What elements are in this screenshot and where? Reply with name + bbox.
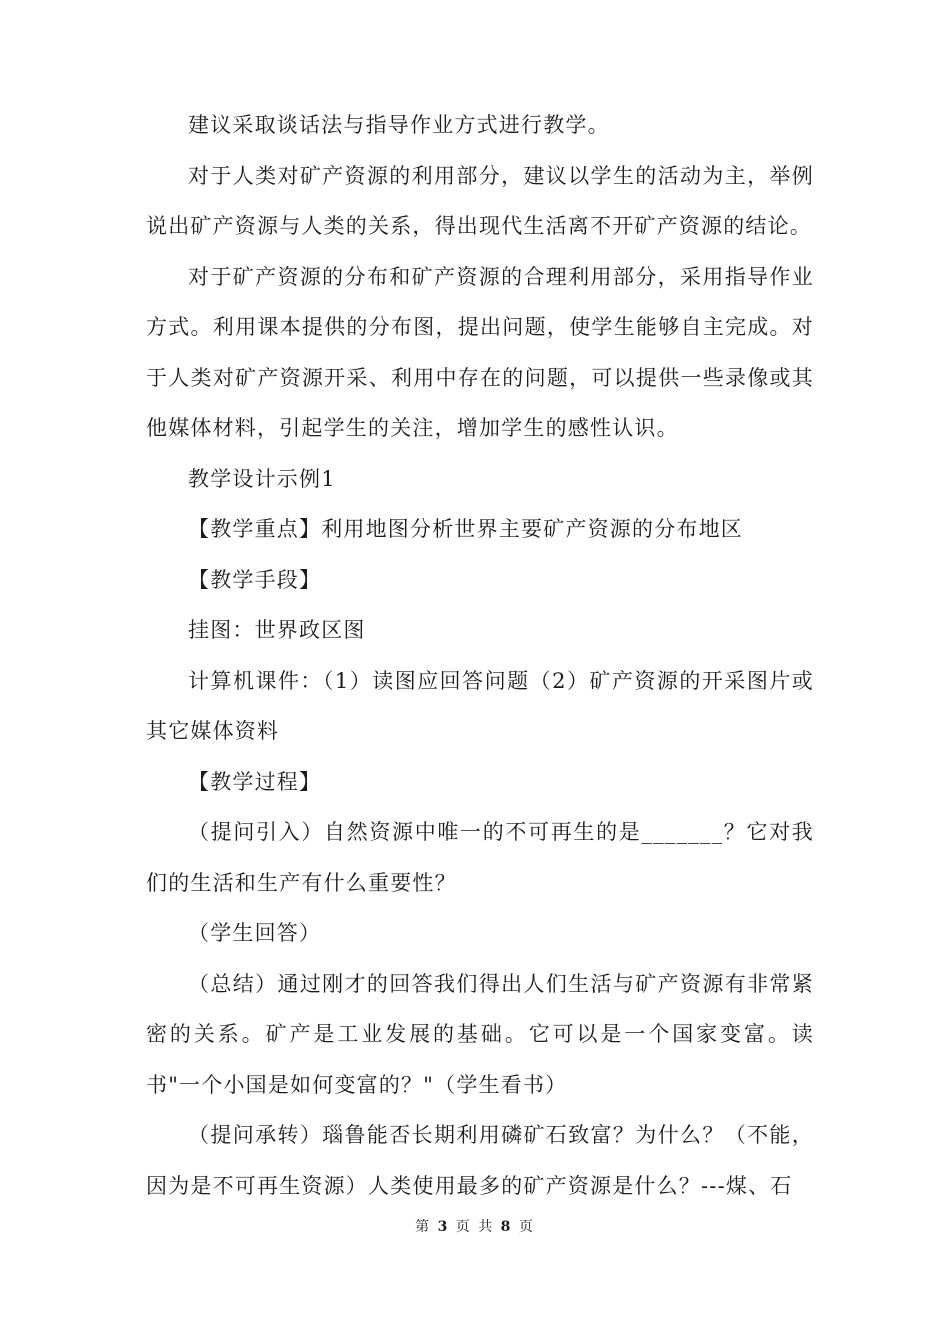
footer-total-pages: 8 <box>500 1219 513 1235</box>
footer-prefix: 第 <box>415 1219 432 1235</box>
document-body <box>146 100 814 1211</box>
paragraph-resource-use: 对于人类对矿产资源的利用部分，建议以学生的活动为主，举例说出矿产资源与人类的关系，得出现代生活离不开矿产资源的结论。 <box>146 163 814 238</box>
paragraph-resource-distribution: 对于矿产资源的分布和矿产资源的合理利用部分，采用指导作业方式。利用课本提供的分布图，提出问题，使学生能够自主完成。对于人类对矿产资源开采、利用中存在的问题，可以提供一些录像或其他媒体材料，引起学生的关注，增加学生的感性认识。 <box>146 264 814 440</box>
page-footer <box>0 1216 950 1236</box>
section-heading-teaching-means: 【教学手段】 <box>188 567 322 592</box>
paragraph-courseware: 计算机课件：（1）读图应回答问题（2）矿产资源的开采图片或其它媒体资料 <box>146 668 814 743</box>
paragraph-summary: （总结）通过刚才的回答我们得出人们生活与矿产资源有非常紧密的关系。矿产是工业发展的基础。它可以是一个国家变富。读书"一个小国是如何变富的？"（学生看书） <box>146 971 814 1097</box>
paragraph-wall-map: 挂图：世界政区图 <box>188 618 366 642</box>
paragraph-student-answer: （学生回答） <box>188 921 322 945</box>
footer-middle: 页 共 <box>455 1219 495 1235</box>
paragraph-question-transition: （提问承转）瑙鲁能否长期利用磷矿石致富？为什么？（不能，因为是不可再生资源）人类使用最多的矿产资源是什么？---煤、石 <box>146 1123 814 1198</box>
paragraph-teaching-method: 建议采取谈话法与指导作业方式进行教学。 <box>188 113 610 137</box>
footer-suffix: 页 <box>518 1219 535 1235</box>
section-heading-example: 教学设计示例1 <box>188 466 336 491</box>
paragraph-question-intro: （提问引入）自然资源中唯一的不可再生的是_______？它对我们的生活和生产有什么重要性？ <box>146 820 814 895</box>
paragraph-teaching-focus: 【教学重点】利用地图分析世界主要矿产资源的分布地区 <box>188 517 743 541</box>
section-heading-teaching-process: 【教学过程】 <box>188 769 322 794</box>
footer-current-page: 3 <box>437 1219 450 1235</box>
